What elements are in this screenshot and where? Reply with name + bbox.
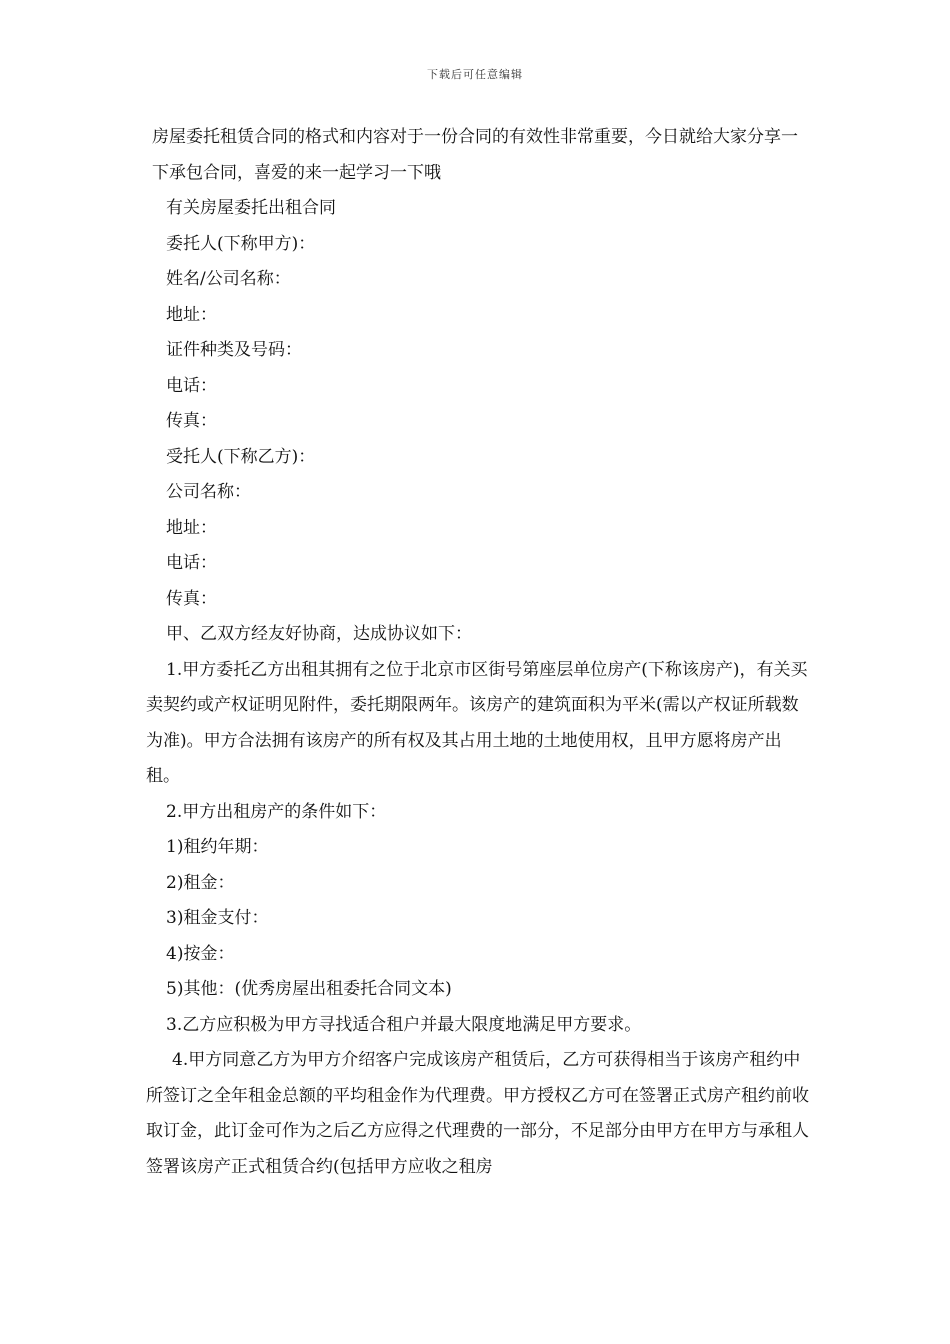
- party-a-id: 证件种类及号码：: [166, 340, 302, 360]
- clause-2: 2.甲方出租房产的条件如下：: [166, 801, 387, 822]
- clause-2-item-4: 4)按金：: [166, 943, 235, 964]
- party-a-phone: 电话：: [166, 375, 217, 396]
- clause-4: 4.甲方同意乙方为甲方介绍客户完成该房产租赁后，乙方可获得相当于该房产租约中所签订之全年租金总额的平均租金作为代理费。甲方授权乙方可在签署正式房产租约前收取订金，此订金可作为之后乙方应得之代理费的一部分，不足部分由甲方在甲方与承租人签署该房产正式租赁合约(包括甲方应收之租房: [146, 1050, 809, 1177]
- clause-1: 1.甲方委托乙方出租其拥有之位于北京市区街号第座层单位房产(下称该房产)，有关买卖契约或产权证明见附件，委托期限两年。该房产的建筑面积为平米(需以产权证所载数为准)。甲方合法拥有该房产的所有权及其占用土地的土地使用权，且甲方愿将房产出租。: [146, 659, 808, 786]
- clause-2-item-5: 5)其他：(优秀房屋出租委托合同文本): [166, 979, 452, 999]
- clause-2-item-2: 2)租金：: [166, 872, 235, 893]
- party-b-heading: 受托人(下称乙方)：: [166, 446, 316, 467]
- party-a-heading: 委托人(下称甲方)：: [166, 233, 316, 254]
- clause-2-item-1: 1)租约年期：: [166, 837, 269, 857]
- party-b-phone: 电话：: [166, 553, 217, 573]
- header-note: 下载后可任意编辑: [427, 68, 523, 81]
- party-b-address: 地址：: [166, 517, 217, 538]
- agreement-intro: 甲、乙双方经友好协商，达成协议如下：: [166, 624, 472, 644]
- contract-title: 有关房屋委托出租合同: [166, 198, 336, 218]
- party-a-fax: 传真：: [166, 411, 217, 431]
- party-b-fax: 传真：: [166, 588, 217, 609]
- party-b-company: 公司名称：: [166, 482, 251, 502]
- intro-paragraph: 房屋委托租赁合同的格式和内容对于一份合同的有效性非常重要，今日就给大家分享一下承包合同，喜爱的来一起学习一下哦: [152, 127, 798, 183]
- document-body: [146, 120, 810, 1185]
- party-a-address: 地址：: [166, 304, 217, 325]
- clause-3: 3.乙方应积极为甲方寻找适合租户并最大限度地满足甲方要求。: [166, 1014, 642, 1035]
- party-a-name: 姓名/公司名称：: [166, 269, 291, 289]
- clause-2-item-3: 3)租金支付：: [166, 908, 269, 928]
